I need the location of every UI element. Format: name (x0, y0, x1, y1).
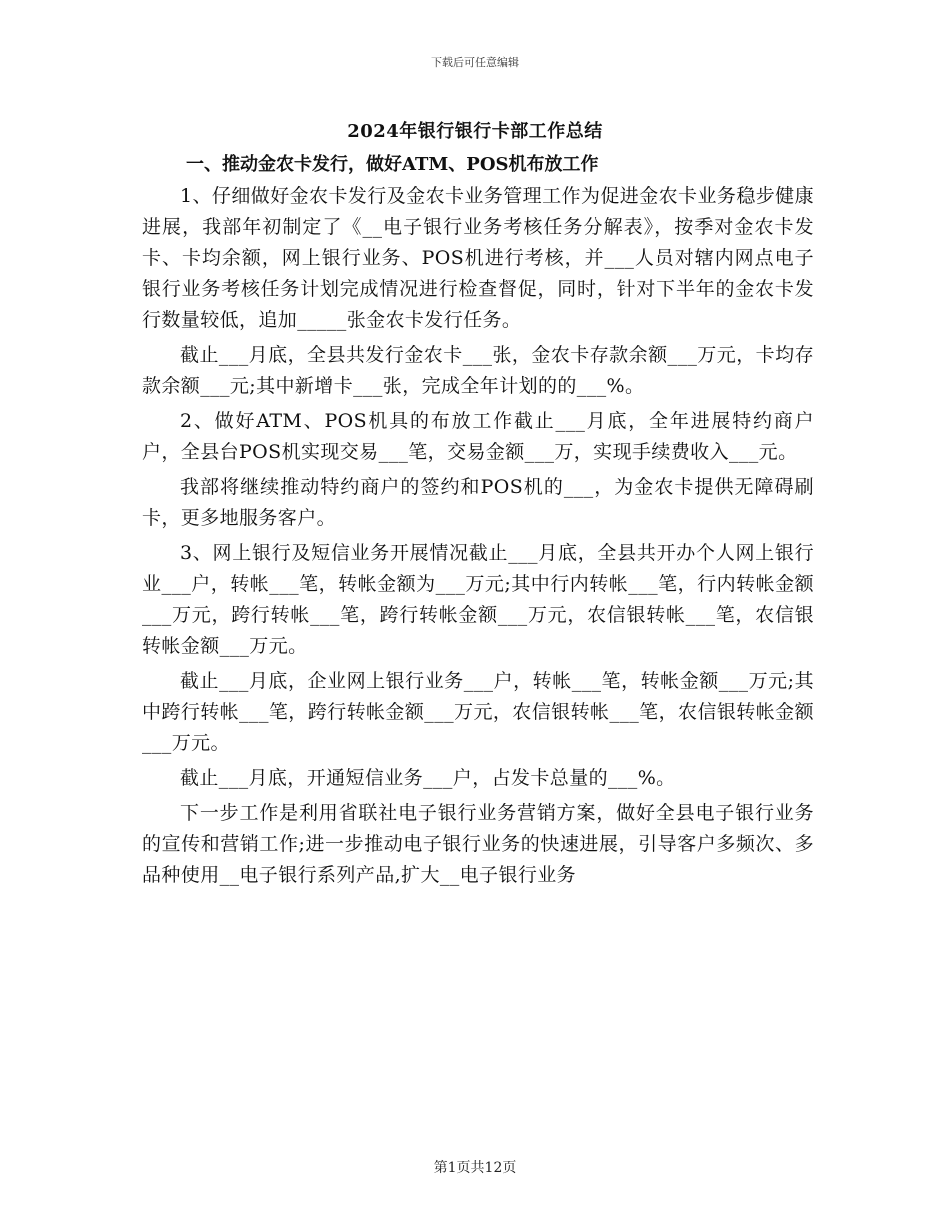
paragraph-4: 我部将继续推动特约商户的签约和POS机的___，为金农卡提供无障碍刷卡，更多地服务客户。 (142, 476, 814, 529)
paragraph-6: 截止___月底，企业网上银行业务___户，转帐___笔，转帐金额___万元;其中跨行转帐___笔，跨行转帐金额___万元，农信银转帐___笔，农信银转帐金额___万元。 (142, 670, 814, 754)
paragraph-8: 下一步工作是利用省联社电子银行业务营销方案，做好全县电子银行业务的宣传和营销工作;进一步推动电子银行业务的快速进展，引导客户多频次、多品种使用__电子银行系列产品,扩大__电子银行业务 (142, 802, 814, 886)
paragraph-1: 1、仔细做好金农卡发行及金农卡业务管理工作为促进金农卡业务稳步健康进展，我部年初制定了《__电子银行业务考核任务分解表》，按季对金农卡发卡、卡均余额，网上银行业务、POS机进行考核，并___人员对辖内网点电子银行业务考核任务计划完成情况进行检查督促，同时，针对下半年的金农卡发行数量较低，追加_____张金农卡发行任务。 (142, 185, 814, 331)
paragraph-7: 截止___月底，开通短信业务___户，占发卡总量的___%。 (180, 767, 676, 789)
document-title: 2024年银行银行卡部工作总结 (347, 121, 603, 142)
header-note: 下载后可任意编辑 (431, 56, 519, 69)
paragraph-5: 3、网上银行及短信业务开展情况截止___月底，全县共开办个人网上银行业___户，转帐___笔，转帐金额为___万元;其中行内转帐___笔，行内转帐金额___万元，跨行转帐___笔，跨行转帐金额___万元，农信银转帐___笔，农信银转帐金额___万元。 (142, 542, 814, 657)
document-body (142, 181, 814, 895)
paragraph-2: 截止___月底，全县共发行金农卡___张，金农卡存款余额___万元，卡均存款余额___元;其中新增卡___张，完成全年计划的的___%。 (142, 344, 814, 397)
page-footer: 第1页共12页 (433, 1160, 517, 1176)
section-heading: 一、推动金农卡发行，做好ATM、POS机布放工作 (186, 154, 599, 175)
paragraph-3: 2、做好ATM、POS机具的布放工作截止___月底，全年进展特约商户户，全县台POS机实现交易___笔，交易金额___万，实现手续费收入___元。 (142, 410, 814, 463)
